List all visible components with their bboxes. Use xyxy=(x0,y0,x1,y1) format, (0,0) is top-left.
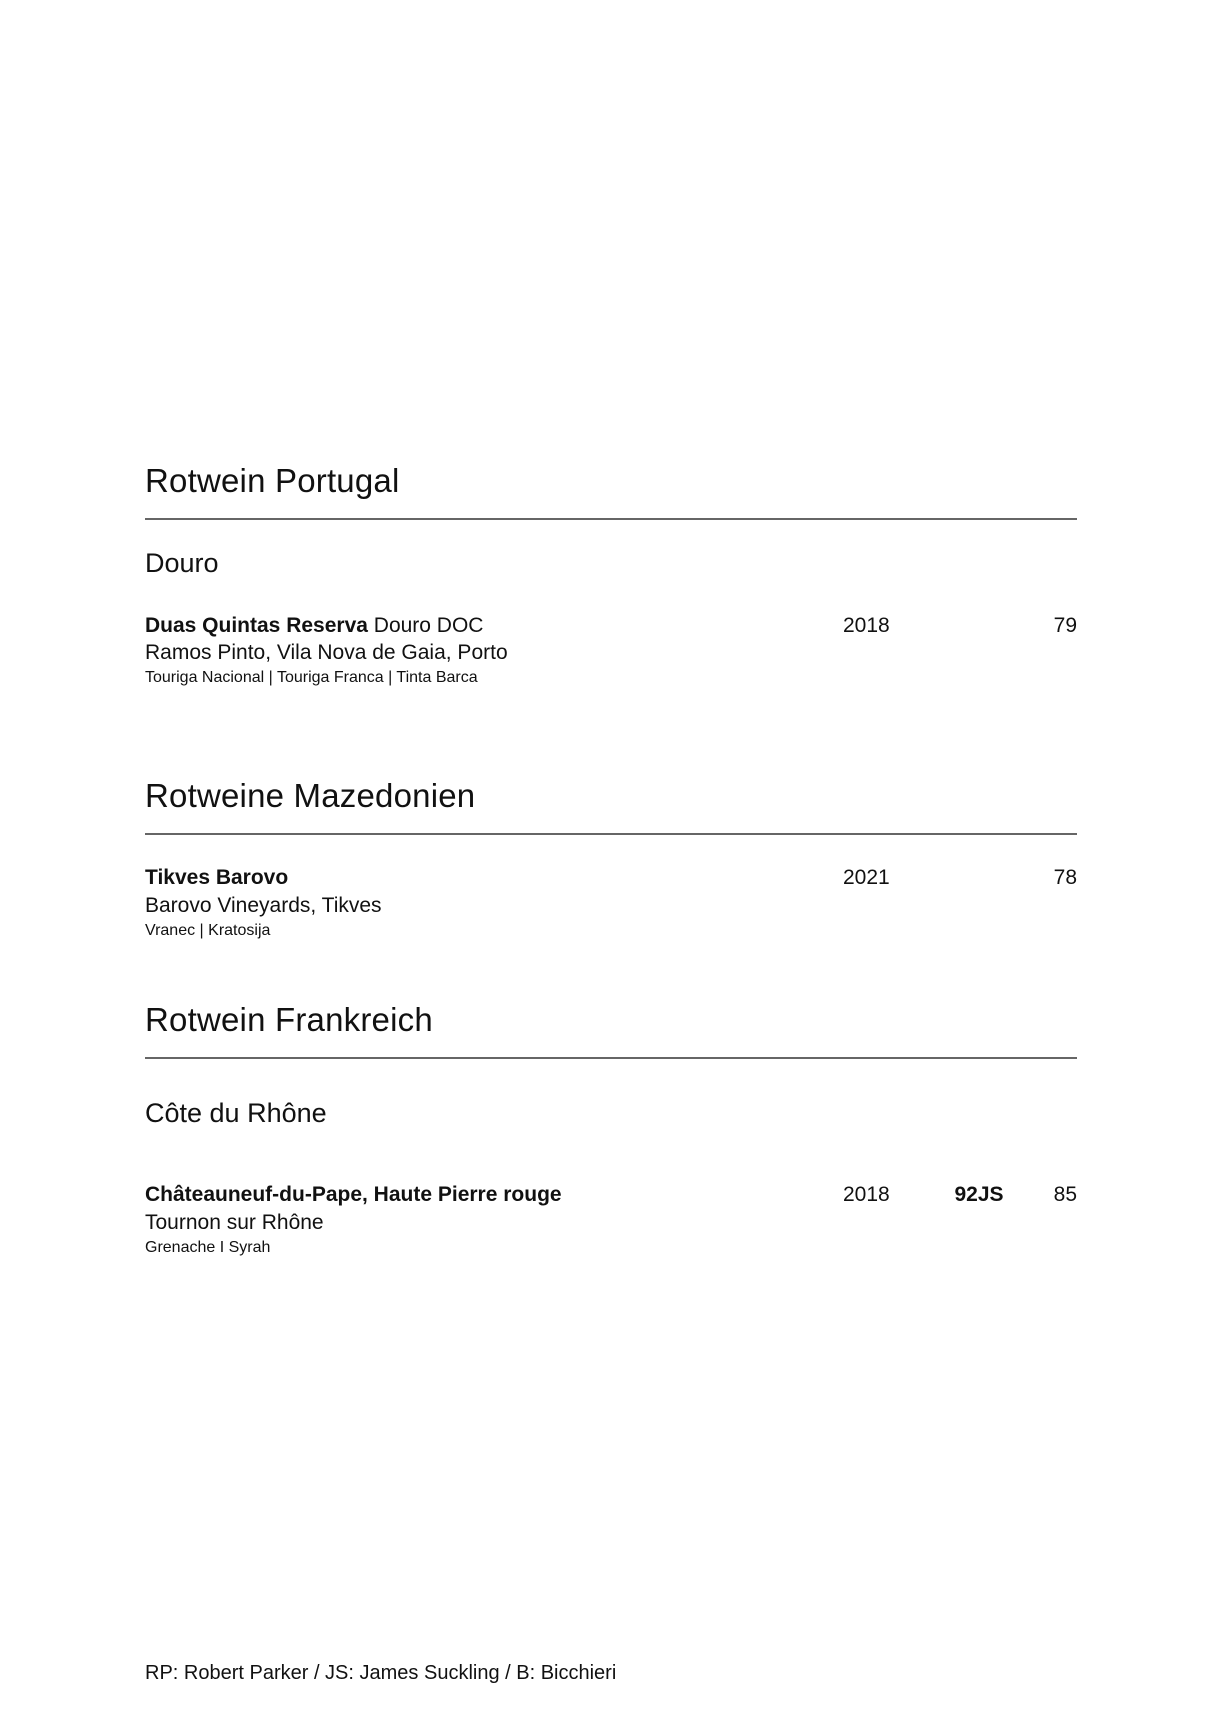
wine-producer: Tournon sur Rhône xyxy=(145,1211,324,1234)
wine-row xyxy=(145,1183,1077,1207)
section-title-rotwein-portugal: Rotwein Portugal xyxy=(145,462,400,499)
wine-row xyxy=(145,614,1077,638)
wine-grapes: Grenache I Syrah xyxy=(145,1239,271,1256)
wine-rating: 92JS xyxy=(954,1183,1004,1206)
wine-price: 85 xyxy=(1053,1183,1077,1206)
footer-legend: RP: Robert Parker / JS: James Suckling / B: Bicchieri xyxy=(145,1662,617,1684)
wine-grapes: Vranec | Kratosija xyxy=(145,922,271,939)
section-title-rotwein-frankreich: Rotwein Frankreich xyxy=(145,1001,433,1038)
wine-appellation: Douro DOC xyxy=(373,614,484,637)
section-title-rotweine-mazedonien: Rotweine Mazedonien xyxy=(145,777,476,814)
region-heading-douro: Douro xyxy=(145,548,219,578)
wine-producer: Barovo Vineyards, Tikves xyxy=(145,894,382,917)
wine-row xyxy=(145,866,1077,890)
wine-name: Duas Quintas Reserva xyxy=(145,614,368,637)
wine-price: 78 xyxy=(1053,866,1077,889)
section-rule xyxy=(145,833,1077,835)
region-heading-cote-du-rhone: Côte du Rhône xyxy=(145,1098,327,1128)
section-rule xyxy=(145,1057,1077,1059)
wine-grapes: Touriga Nacional | Touriga Franca | Tinta Barca xyxy=(145,669,478,686)
wine-producer: Ramos Pinto, Vila Nova de Gaia, Porto xyxy=(145,641,508,664)
wine-name: Tikves Barovo xyxy=(145,866,289,889)
wine-vintage: 2018 xyxy=(843,1183,890,1206)
wine-vintage: 2021 xyxy=(843,866,890,889)
wine-vintage: 2018 xyxy=(843,614,890,637)
section-rule xyxy=(145,518,1077,520)
wine-price: 79 xyxy=(1053,614,1077,637)
wine-name: Châteauneuf-du-Pape, Haute Pierre rouge xyxy=(145,1183,562,1206)
